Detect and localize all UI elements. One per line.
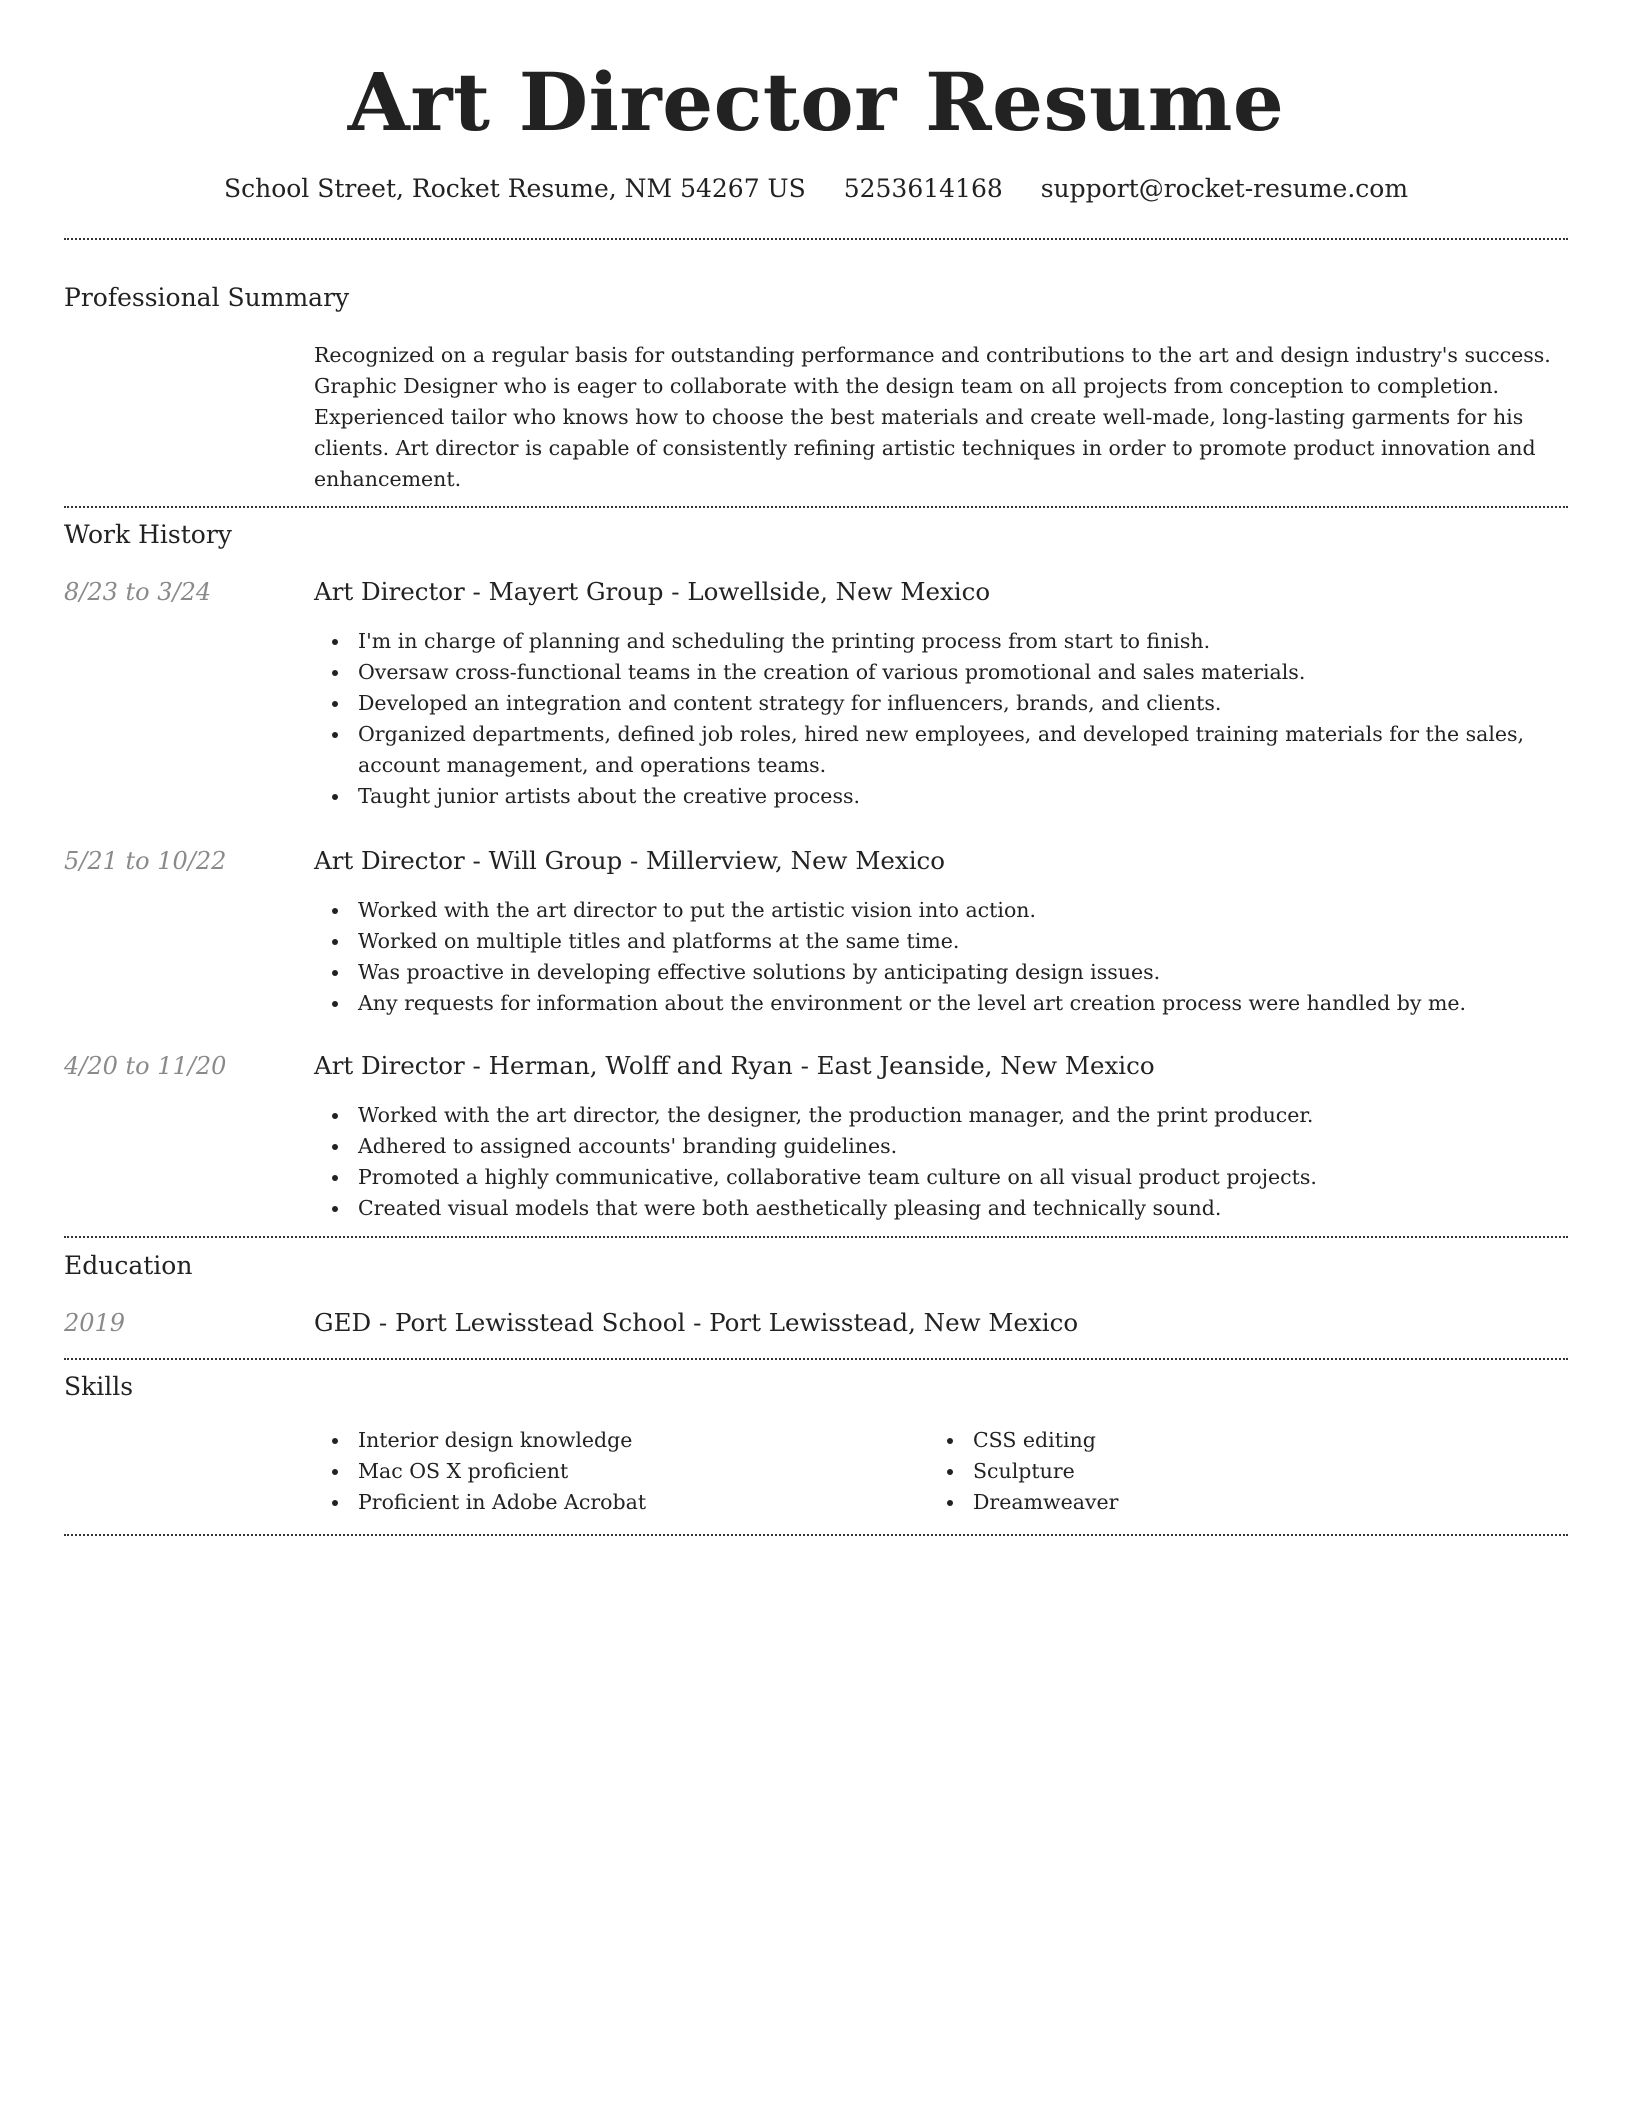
skills-list-left <box>358 1425 918 1518</box>
job-title: Art Director - Will Group - Millerview, New Mexico <box>314 846 946 875</box>
list-item: Worked with the art director to put the artistic vision into action. <box>358 895 1568 926</box>
list-item: Any requests for information about the environment or the level art creation process were handled by me. <box>358 988 1568 1019</box>
divider <box>64 506 1568 508</box>
job-bullets <box>358 895 1568 1019</box>
job-dates: 4/20 to 11/20 <box>64 1052 227 1080</box>
job-bullets <box>358 626 1568 812</box>
section-title-summary: Professional Summary <box>64 283 350 312</box>
list-item: Adhered to assigned accounts' branding guidelines. <box>358 1131 1568 1162</box>
list-item: Organized departments, defined job roles, hired new employees, and developed training materials for the sales, account management, and operations teams. <box>358 719 1568 781</box>
list-item: Was proactive in developing effective solutions by anticipating design issues. <box>358 957 1568 988</box>
job-title: Art Director - Mayert Group - Lowellside, New Mexico <box>314 577 991 606</box>
list-item: Worked with the art director, the designer, the production manager, and the print producer. <box>358 1100 1568 1131</box>
contact-email: support@rocket-resume.com <box>1040 174 1409 203</box>
divider <box>64 1236 1568 1238</box>
resume-title: Art Director Resume <box>347 55 1285 149</box>
list-item: Developed an integration and content strategy for influencers, brands, and clients. <box>358 688 1568 719</box>
contact-address: School Street, Rocket Resume, NM 54267 US <box>223 174 806 203</box>
job-dates: 8/23 to 3/24 <box>64 578 212 606</box>
list-item: Taught junior artists about the creative process. <box>358 781 1568 812</box>
list-item: CSS editing <box>973 1425 1533 1456</box>
education-date: 2019 <box>64 1309 126 1337</box>
section-title-skills: Skills <box>64 1372 134 1401</box>
list-item: Oversaw cross-functional teams in the creation of various promotional and sales materials. <box>358 657 1568 688</box>
list-item: Proficient in Adobe Acrobat <box>358 1487 918 1518</box>
divider <box>64 1534 1568 1536</box>
list-item: Mac OS X proficient <box>358 1456 918 1487</box>
job-dates: 5/21 to 10/22 <box>64 847 227 875</box>
job-title: Art Director - Herman, Wolff and Ryan - East Jeanside, New Mexico <box>314 1051 1155 1080</box>
list-item: Created visual models that were both aesthetically pleasing and technically sound. <box>358 1193 1568 1224</box>
contact-line <box>64 170 1568 208</box>
list-item: Worked on multiple titles and platforms at the same time. <box>358 926 1568 957</box>
skills-list-right <box>973 1425 1533 1518</box>
section-title-education: Education <box>64 1251 193 1280</box>
list-item: Sculpture <box>973 1456 1533 1487</box>
divider <box>64 1358 1568 1360</box>
contact-phone: 5253614168 <box>843 174 1003 203</box>
section-title-work-history: Work History <box>64 520 232 549</box>
education-entry: GED - Port Lewisstead School - Port Lewisstead, New Mexico <box>314 1308 1079 1337</box>
job-bullets <box>358 1100 1568 1224</box>
divider <box>64 238 1568 240</box>
list-item: Interior design knowledge <box>358 1425 918 1456</box>
list-item: Promoted a highly communicative, collaborative team culture on all visual product projects. <box>358 1162 1568 1193</box>
list-item: Dreamweaver <box>973 1487 1533 1518</box>
list-item: I'm in charge of planning and scheduling the printing process from start to finish. <box>358 626 1568 657</box>
summary-text: Recognized on a regular basis for outstanding performance and contributions to the art and design industry's success. Graphic Designer who is eager to collaborate with the design team on all projects from conception to completion. Experienced tailor who knows how to choose the best materials and create well-made, long-lasting garments for his clients. Art director is capable of consistently refining artistic techniques in order to promote product innovation and enhancement. <box>314 343 1551 491</box>
